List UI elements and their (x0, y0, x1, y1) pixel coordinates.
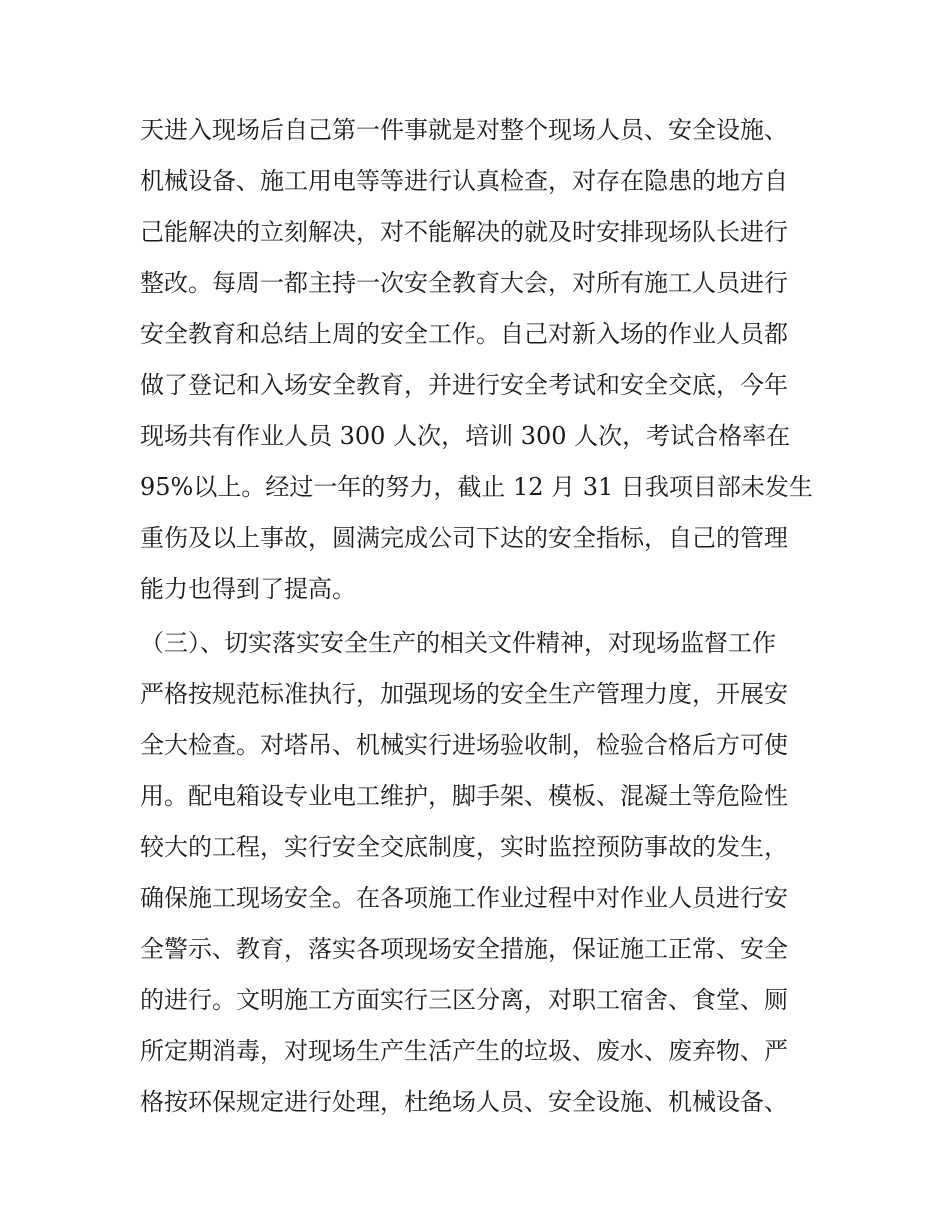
text-line: 现场共有作业人员 300 人次，培训 300 人次，考试合格率在 (140, 422, 791, 450)
text-line: 安全教育和总结上周的安全工作。自己对新入场的作业人员都 (140, 320, 788, 348)
section-heading-line: （三）、切实落实安全生产的相关文件精神，对现场监督工作 (140, 629, 776, 657)
text-line: 较大的工程，实行安全交底制度，实时监控预防事故的发生， (140, 833, 788, 861)
text-line: 用。配电箱设专业电工维护，脚手架、模板、混凝土等危险性 (140, 782, 788, 810)
text-line: 重伤及以上事故，圆满完成公司下达的安全指标，自己的管理 (140, 524, 788, 552)
text-line: 机械设备、施工用电等等进行认真检查，对存在隐患的地方自 (140, 167, 788, 195)
text-line: 己能解决的立刻解决，对不能解决的就及时安排现场队长进行 (140, 218, 788, 246)
body-text (140, 105, 820, 1128)
text-line: 全警示、教育，落实各项现场安全措施，保证施工正常、安全 (140, 935, 788, 963)
text-line: 95%以上。经过一年的努力，截止 12 月 31 日我项目部未发生 (140, 473, 813, 501)
text-line: 格按环保规定进行处理，杜绝场人员、安全设施、机械设备、 (140, 1088, 788, 1116)
text-line: 做了登记和入场安全教育，并进行安全考试和安全交底，今年 (140, 371, 788, 399)
text-line: 确保施工现场安全。在各项施工作业过程中对作业人员进行安 (140, 884, 788, 912)
text-line: 天进入现场后自己第一件事就是对整个现场人员、安全设施、 (140, 116, 788, 144)
text-line: 严格按规范标准执行，加强现场的安全生产管理力度，开展安 (140, 680, 788, 708)
text-line: 全大检查。对塔吊、机械实行进场验收制，检验合格后方可使 (140, 731, 788, 759)
text-line: 能力也得到了提高。 (140, 575, 356, 603)
text-line: 所定期消毒，对现场生产生活产生的垃圾、废水、废弃物、严 (140, 1037, 788, 1065)
text-line: 的进行。文明施工方面实行三区分离，对职工宿舍、食堂、厕 (140, 986, 788, 1014)
text-line: 整改。每周一都主持一次安全教育大会，对所有施工人员进行 (140, 269, 788, 297)
